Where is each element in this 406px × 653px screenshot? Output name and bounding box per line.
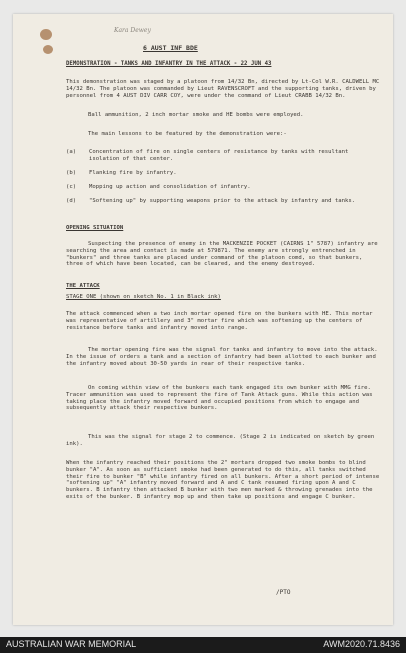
attack-paragraph-1: The attack commenced when a two inch mortar opened fire on the bunkers with HE. This mortar was representative of artillery and 3" mortar fire which was softening up the centers of resistance before tanks and infantry moved into range.	[66, 311, 373, 331]
attack-paragraph-2: The mortar opening fire was the signal for tanks and infantry to move into the attack. In the issue of orders a tank and a section of infantry had been allotted to each bunker and the infantry moved about 30-50 yards in rear of their respective tanks.	[66, 347, 378, 367]
lesson-text: Flanking fire by infantry.	[89, 170, 177, 176]
institution-name: AUSTRALIAN WAR MEMORIAL	[6, 639, 137, 649]
opening-paragraph: Suspecting the presence of enemy in the MACKENZIE POCKET (CAIRNS 1" 5787) infantry are searching the area and contact is made at 579871. The enemy are strongly entrenched in "bunkers" and three tanks are placed under command of the platoon comd, so that bunkers, three of which have been located, can be cleared, and the enemy destroyed.	[66, 241, 378, 268]
intro-paragraph: This demonstration was staged by a platoon from 14/32 Bn, directed by Lt-Col W.R. CALDWELL MC 14/32 Bn. The platoon was commanded by Lieut RAVENSCROFT and the supporting tanks, driven by personnel from 4 AUST DIV CARR COY, were under the command of Lieut CRABB 14/32 Bn.	[66, 79, 380, 99]
lesson-text: Concentration of fire on single centers of resistance by tanks with resultant isolation of that center.	[89, 149, 349, 162]
attack-paragraph-3: On coming within view of the bunkers each tank engaged its own bunker with MMG fire. Tracer ammunition was used to represent the fire of Tank Attack guns. While this action was taking place the infantry moved forward and occupied positions from which to engage and subsequently attack their respective bunkers.	[66, 385, 373, 412]
punch-hole	[40, 29, 52, 40]
punch-hole	[43, 45, 53, 54]
archive-footer	[0, 637, 406, 653]
opening-heading: OPENING SITUATION	[66, 225, 124, 231]
attack-heading: THE ATTACK	[66, 283, 100, 289]
document-heading: DEMONSTRATION - TANKS AND INFANTRY IN THE ATTACK - 22 JUN 43	[66, 61, 272, 67]
page-turn-note: /PTO	[276, 589, 291, 596]
attack-paragraph-4: This was the signal for stage 2 to commence. (Stage 2 is indicated on sketch by green ink).	[66, 434, 375, 447]
lesson-label: (c)	[66, 184, 77, 190]
document-page	[13, 14, 393, 625]
catalogue-number: AWM2020.71.8436	[323, 639, 400, 649]
lesson-text: Mopping up action and consolidation of infantry.	[89, 184, 251, 190]
lesson-label: (a)	[66, 149, 77, 155]
handwritten-note: Kara Dewey	[114, 27, 151, 34]
lesson-label: (b)	[66, 170, 77, 176]
weapons-line: Ball ammunition, 2 inch mortar smoke and HE bombs were employed.	[88, 112, 304, 118]
lessons-intro: The main lessons to be featured by the demonstration were:-	[88, 131, 287, 137]
lesson-label: (d)	[66, 198, 77, 204]
stage-one-heading: STAGE ONE (shown on sketch No. 1 in Black ink)	[66, 294, 221, 300]
lesson-text: "Softening up" by supporting weapons prior to the attack by infantry and tanks.	[89, 198, 356, 204]
attack-paragraph-5: When the infantry reached their positions the 2" mortars dropped two smoke bombs to blind bunker "A". As soon as sufficient smoke had been generated to do this, all tanks switched their fire to bunker "B" while infantry fired on all bunkers. After a short period of intense "softening up" "A" infantry moved forward and A and C tank resumed firing upon A and C bunkers. B infantry then attacked B bunker with two men marked & throwing grenades into the exits of the bunker. B infantry mop up and then take up positions and engage C bunker.	[66, 460, 380, 500]
document-title: 6 AUST INF BDE	[143, 44, 198, 52]
